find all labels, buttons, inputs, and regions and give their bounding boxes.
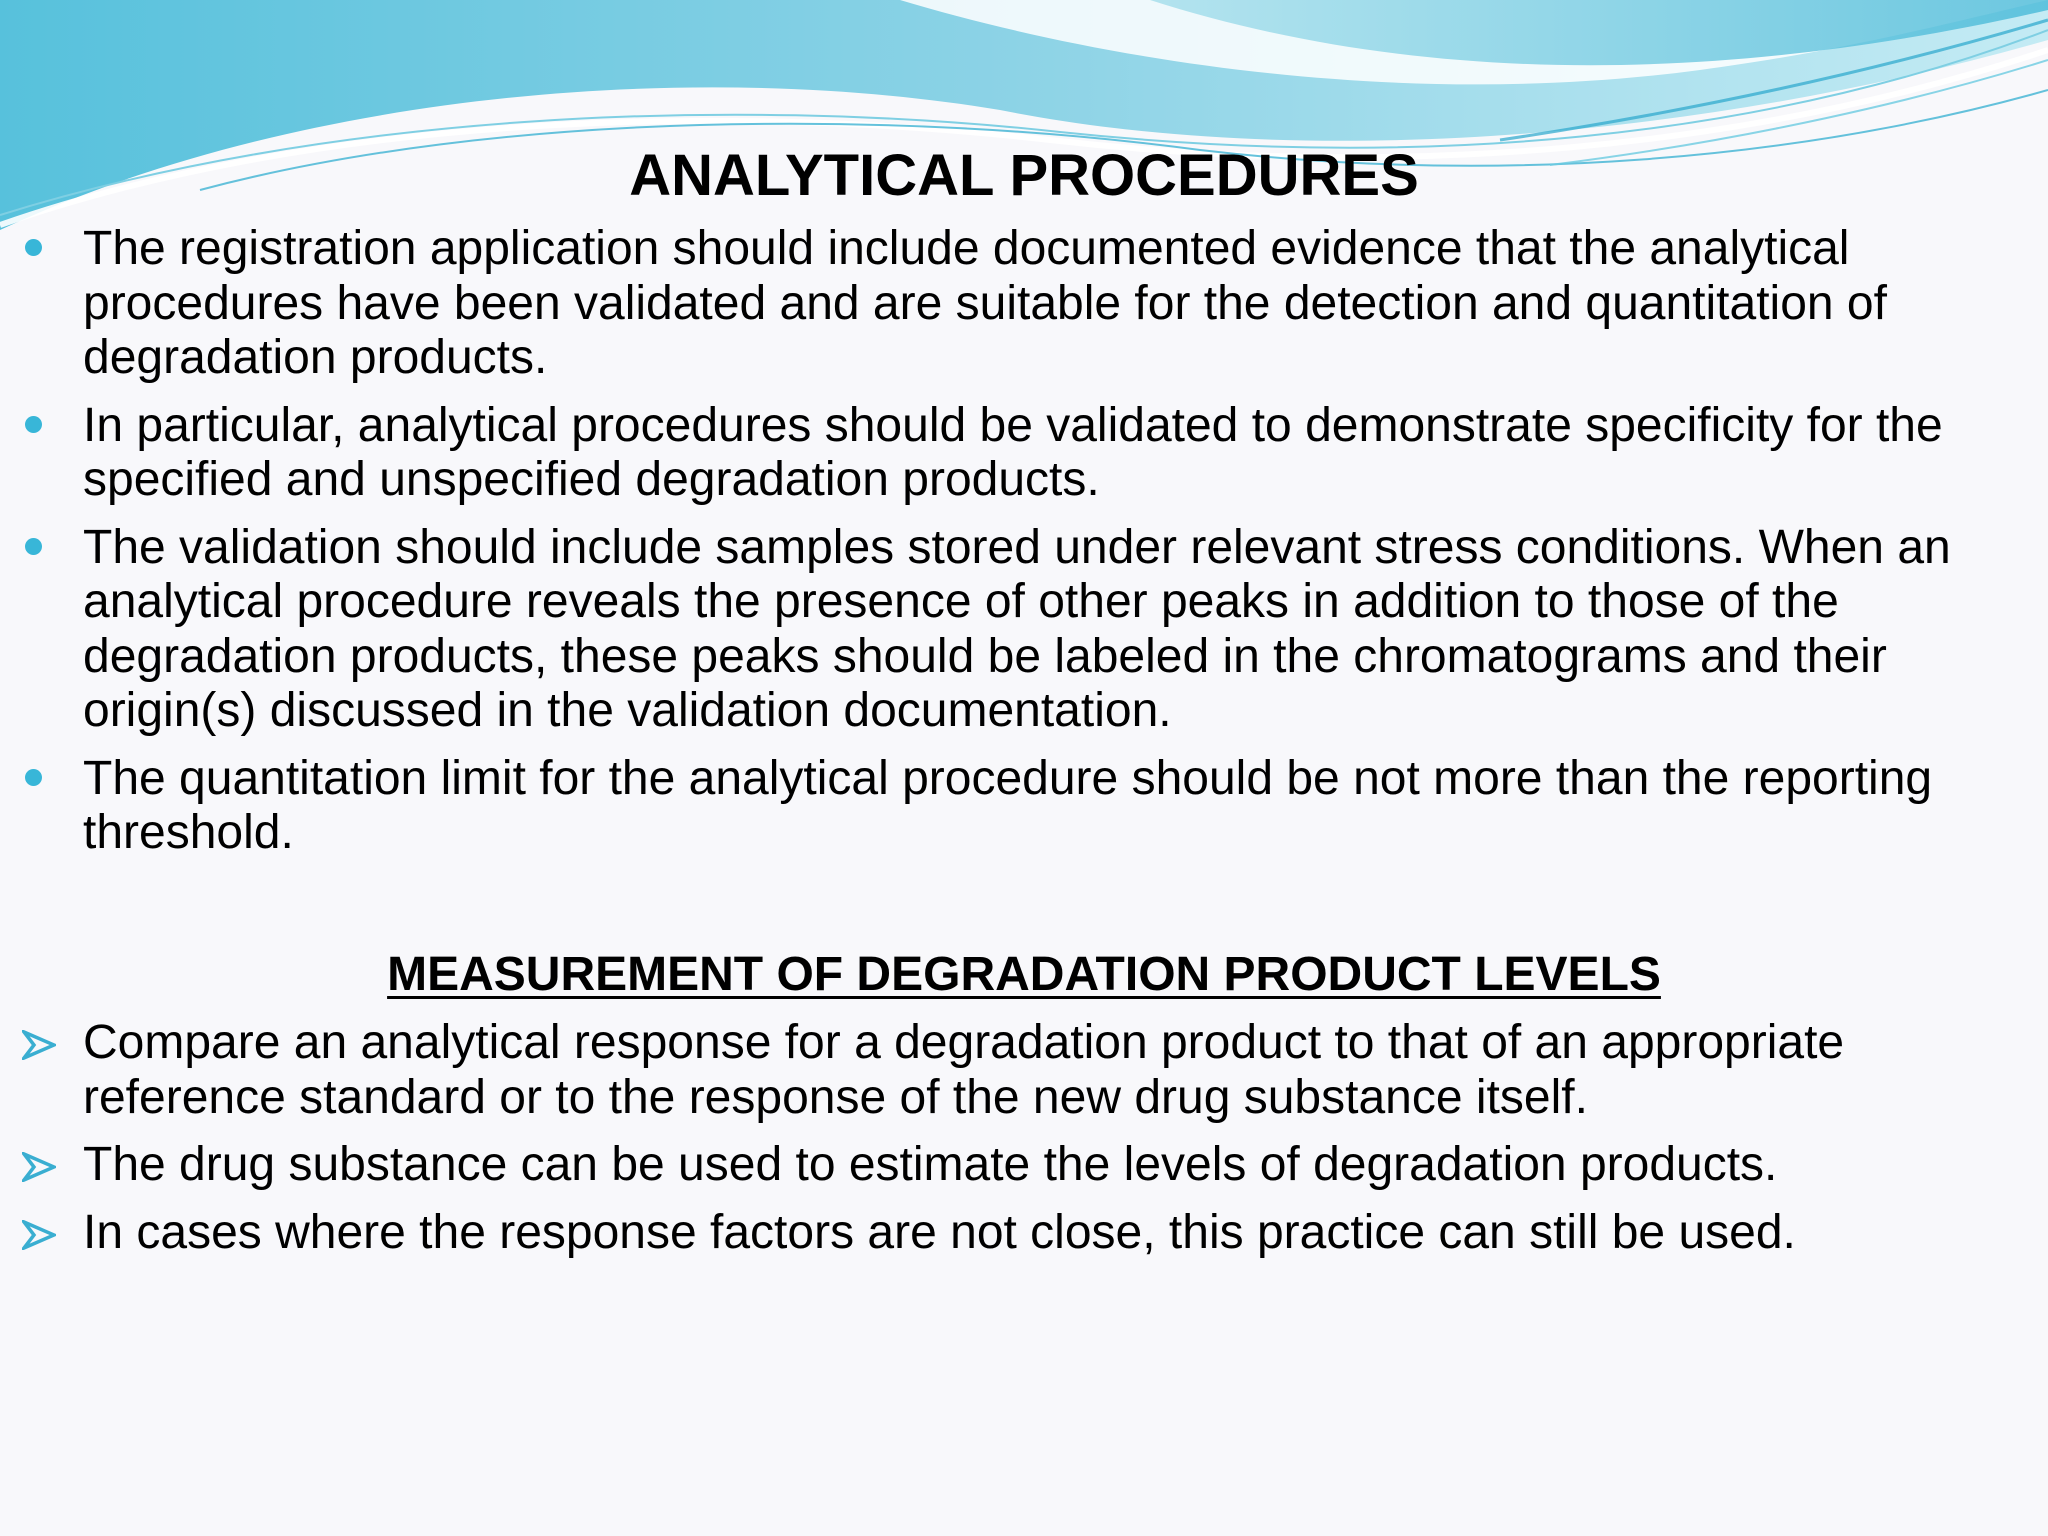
dot-bullet-icon: [25, 769, 42, 786]
arrow-bullet-icon: [22, 1152, 56, 1182]
list-item: [22, 1138, 2027, 1193]
list-item-text: Compare an analytical response for a degradation product to that of an appropriate reference standard or to the response of the new drug substance itself.: [83, 1016, 1845, 1124]
list-item-text: In cases where the response factors are not close, this practice can still be used.: [83, 1205, 1796, 1259]
list-item-text: The drug substance can be used to estimate the levels of degradation products.: [83, 1138, 1778, 1191]
list-item: [22, 1016, 2027, 1125]
dot-bullet-icon: [25, 538, 42, 555]
section-subheading: [0, 946, 2048, 1004]
list-item: [22, 521, 2027, 739]
arrow-bullet-icon: [22, 1220, 56, 1250]
list-item: [22, 752, 2027, 861]
slide-title: ANALYTICAL PROCEDURES: [629, 143, 1419, 208]
list-item-text: The registration application should include documented evidence that the analytical procedures have been validated and are suitable for the detection and quantitation of degradation products.: [83, 222, 1887, 384]
arrow-list: [22, 1016, 2027, 1273]
dot-bullet-icon: [25, 239, 42, 256]
dot-bullet-icon: [25, 416, 42, 433]
section-subheading-text: MEASUREMENT OF DEGRADATION PRODUCT LEVELS: [387, 948, 1661, 1001]
list-item-text: The validation should include samples stored under relevant stress conditions. When an analytical procedure reveals the presence of other peaks in addition to those of the degradation products, these peaks should be labeled in the chromatograms and their origin(s) discussed in the validation documentation.: [83, 520, 1951, 737]
list-item: [22, 1206, 2027, 1261]
list-item: [22, 222, 2027, 386]
arrow-bullet-icon: [22, 1030, 56, 1060]
bullet-list: [22, 222, 2027, 874]
list-item-text: The quantitation limit for the analytical procedure should be not more than the reporting threshold.: [83, 751, 1933, 859]
list-item-text: In particular, analytical procedures should be validated to demonstrate specificity for the specified and unspecified degradation products.: [83, 398, 1943, 506]
list-item: [22, 399, 2027, 508]
